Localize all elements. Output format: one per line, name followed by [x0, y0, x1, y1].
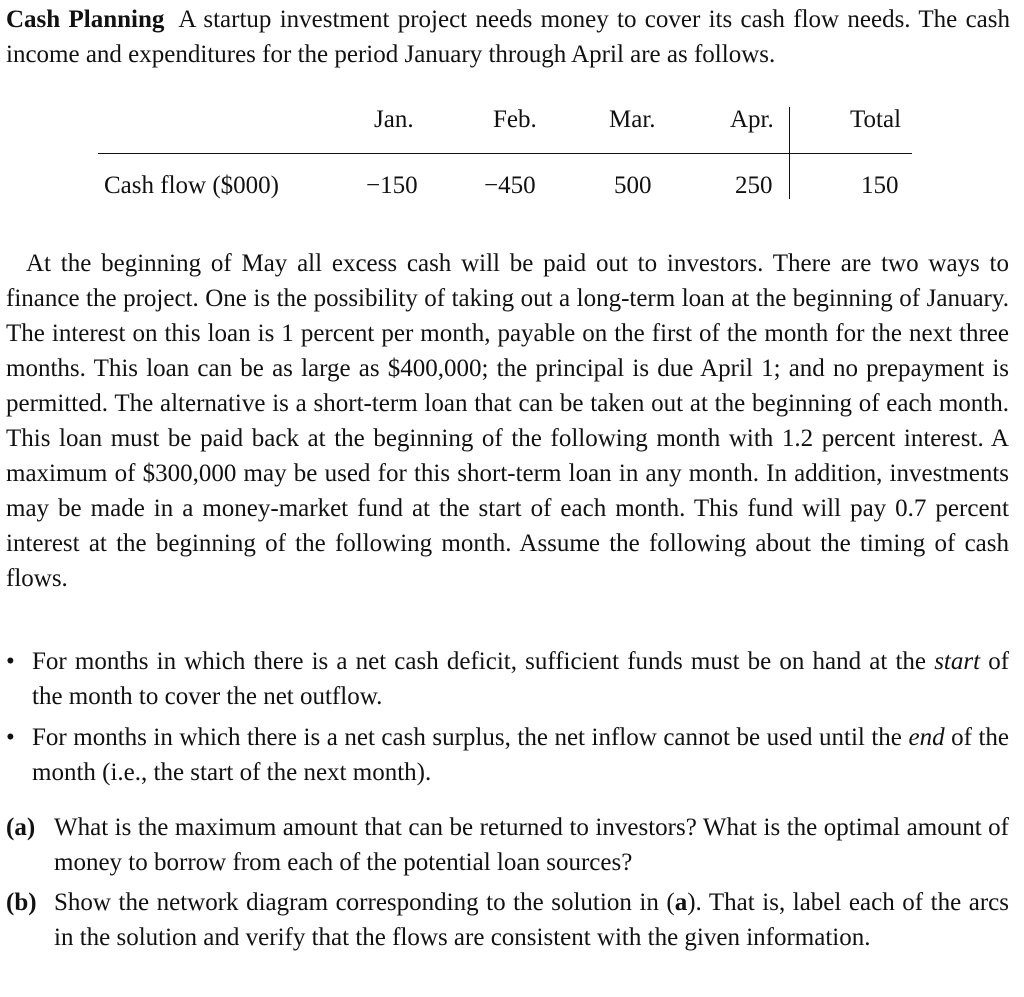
- timing-assumptions-list: [6, 644, 1009, 796]
- list-item: [6, 644, 1009, 714]
- problem-statement: [6, 2, 1010, 72]
- cash-flow-apr: 250: [735, 172, 773, 199]
- problem-title: Cash Planning: [6, 6, 165, 33]
- bullet-emphasis: end: [908, 724, 945, 751]
- cash-flow-jan: −150: [366, 172, 418, 199]
- row-label-cash-flow: Cash flow ($000): [104, 172, 279, 199]
- cash-flow-mar: 500: [614, 172, 652, 199]
- question-label: (a): [6, 814, 36, 841]
- cash-flow-total: 150: [861, 172, 899, 199]
- intro-text: A startup investment project needs money to cover its cash flow needs. The cash income and expenditures for the period January through April are as follows.: [6, 6, 1010, 68]
- bullet-text: of the month to cover the net outflow.: [32, 648, 1010, 710]
- column-header-total: Total: [850, 106, 902, 133]
- column-header-apr: Apr.: [730, 106, 774, 133]
- column-header-feb: Feb.: [493, 106, 537, 133]
- bullet-emphasis: start: [934, 648, 981, 675]
- column-header-mar: Mar.: [609, 106, 656, 133]
- bullet-icon: •: [6, 724, 15, 751]
- question-b: [6, 885, 1009, 955]
- question-text: Show the network diagram corresponding to the solution in (: [54, 889, 675, 916]
- list-item: [6, 720, 1009, 790]
- question-label: (b): [6, 889, 37, 916]
- question-a: [6, 810, 1009, 880]
- question-text: What is the maximum amount that can be returned to investors? What is the optimal amount of money to borrow from each of the potential loan sources?: [54, 814, 1009, 876]
- bullet-text: For months in which there is a net cash deficit, sufficient funds must be on hand at the: [32, 648, 927, 675]
- questions-list: [6, 810, 1009, 960]
- financing-paragraph: At the beginning of May all excess cash will be paid out to investors. There are two ways to finance the project. One is the possibility of taking out a long-term loan at the beginning of January. The interest on this loan is 1 percent per month, payable on the first of the month for the next three months. This loan can be as large as $400,000; the principal is due April 1; and no prepayment is permitted. The alternative is a short-term loan that can be taken out at the beginning of each month. This loan must be paid back at the beginning of the following month with 1.2 percent interest. A maximum of $300,000 may be used for this short-term loan in any month. In addition, investments may be made in a money-market fund at the start of each month. This fund will pay 0.7 percent interest at the beginning of the following month. Assume the following about the timing of cash flows.: [6, 250, 1009, 592]
- table-total-divider: [789, 107, 790, 199]
- intro-paragraph: [6, 2, 1010, 72]
- question-text: ). That is, label each of the arcs in the solution and verify that the flows are consistent with the given information.: [54, 889, 1009, 951]
- bullet-icon: •: [6, 648, 15, 675]
- bullet-text: For months in which there is a net cash surplus, the net inflow cannot be used until the: [32, 724, 902, 751]
- column-header-jan: Jan.: [374, 106, 414, 133]
- cash-flow-table: [98, 105, 912, 205]
- cash-flow-feb: −450: [484, 172, 536, 199]
- question-reference: a: [674, 889, 688, 916]
- bullet-text: of the month (i.e., the start of the next month).: [32, 724, 1010, 786]
